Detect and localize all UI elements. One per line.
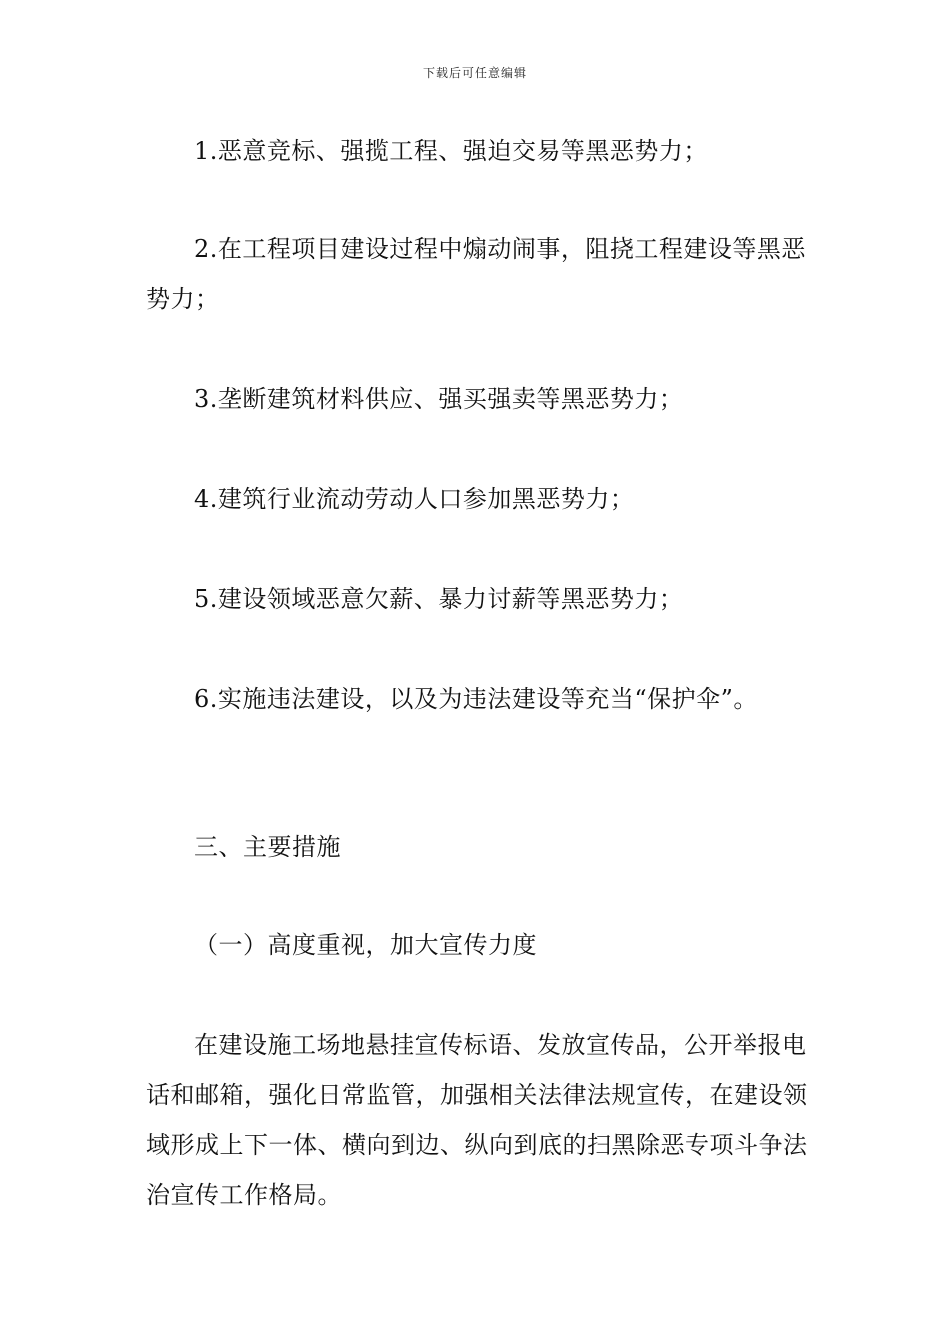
list-item-1: 1.恶意竞标、强揽工程、强迫交易等黑恶势力； <box>194 137 708 165</box>
list-item-3: 3.垄断建筑材料供应、强买强卖等黑恶势力； <box>194 385 684 413</box>
body-paragraph: 在建设施工场地悬挂宣传标语、发放宣传品，公开举报电话和邮箱，强化日常监管，加强相关法律法规宣传，在建设领域形成上下一体、横向到边、纵向到底的扫黑除恶专项斗争法治宣传工作格局。 <box>146 1031 808 1209</box>
list-item-4: 4.建筑行业流动劳动人口参加黑恶势力； <box>194 485 635 513</box>
list-item-2: 2.在工程项目建设过程中煽动闹事，阻挠工程建设等黑恶势力； <box>146 235 806 313</box>
section-heading: 三、主要措施 <box>194 833 341 861</box>
subsection-heading: （一）高度重视，加大宣传力度 <box>194 931 537 959</box>
list-item-5: 5.建设领域恶意欠薪、暴力讨薪等黑恶势力； <box>194 585 684 613</box>
header-note: 下载后可任意编辑 <box>422 66 527 80</box>
list-item-6: 6.实施违法建设，以及为违法建设等充当“保护伞”。 <box>194 685 758 713</box>
